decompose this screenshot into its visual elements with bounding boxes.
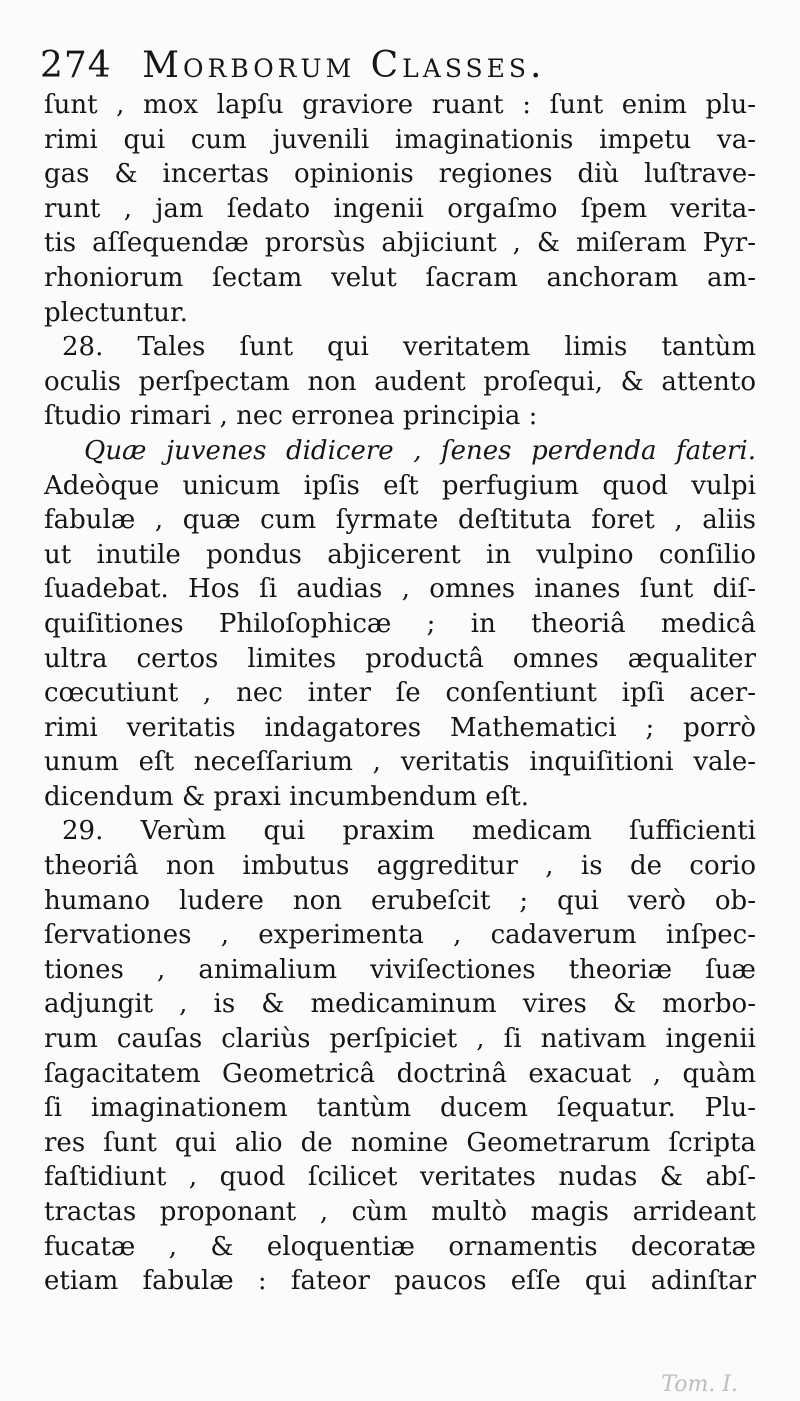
text-line: runt , jam ſedato ingenii orgaſmo ſpem verita- bbox=[44, 193, 756, 224]
text-line: tractas proponant , cùm multò magis arrideant bbox=[44, 1197, 756, 1227]
text-line: oculis perſpectam non audent proſequi, & attento bbox=[44, 366, 756, 397]
text-line: ultra certos limites productâ omnes æqualiter bbox=[44, 643, 756, 674]
paragraph-end-line: dicendum & praxi incumbendum eſt. bbox=[44, 781, 530, 812]
section-28-first-line: 28. Tales ſunt qui veritatem limis tantùm bbox=[62, 332, 756, 363]
text-line: ſuadebat. Hos ſi audias , omnes inanes ſunt diſ- bbox=[44, 574, 756, 605]
text-line: etiam fabulæ : fateor paucos eſſe qui adinſtar bbox=[44, 1266, 756, 1297]
text-line: Adeòque unicum ipſis eſt perfugium quod vulpi bbox=[44, 470, 756, 501]
italic-quotation: Quæ juvenes didicere , ſenes perdenda fateri. bbox=[84, 435, 756, 466]
text-line: fabulæ , quæ cum ſyrmate deſtituta foret , aliis bbox=[44, 505, 756, 536]
running-title: Morborum Classes. bbox=[142, 45, 546, 86]
text-line: humano ludere non erubeſcit ; qui verò ob- bbox=[44, 885, 756, 916]
text-line: ſtudio rimari , nec erronea principia : bbox=[44, 401, 538, 432]
text-line: gas & incertas opinionis regiones diù luſtrave- bbox=[44, 159, 756, 190]
text-line: ut inutile pondus abjicerent in vulpino conſilio bbox=[44, 539, 756, 570]
text-line: unum eſt neceſſarium , veritatis inquiſitioni vale- bbox=[44, 747, 756, 778]
text-line: res ſunt qui alio de nomine Geometrarum ſcripta bbox=[44, 1127, 756, 1158]
text-line: quiſitiones Philoſophicæ ; in theoriâ medicâ bbox=[44, 608, 756, 639]
body-text bbox=[44, 88, 756, 1299]
section-29-first-line: 29. Verùm qui praxim medicam ſufficienti bbox=[62, 816, 756, 847]
text-line: cœcutiunt , nec inter ſe conſentiunt ipſi acer- bbox=[44, 678, 756, 709]
paragraph-end-line: plectuntur. bbox=[44, 297, 188, 328]
page-number: 274 bbox=[40, 45, 112, 86]
signature-mark: Tom. I. bbox=[661, 1372, 738, 1397]
text-line: ſi imaginationem tantùm ducem ſequatur. Plu- bbox=[44, 1093, 756, 1124]
text-line: rum cauſas clariùs perſpiciet , ſi nativam ingenii bbox=[44, 1024, 756, 1055]
text-line: ſagacitatem Geometricâ doctrinâ exacuat , quàm bbox=[44, 1058, 756, 1089]
text-line: faſtidiunt , quod ſcilicet veritates nudas & abſ- bbox=[44, 1162, 756, 1193]
page-header bbox=[40, 40, 760, 92]
text-line: theoriâ non imbutus aggreditur , is de corio bbox=[44, 851, 756, 882]
text-line: rimi qui cum juvenili imaginationis impetu va- bbox=[44, 124, 756, 155]
text-line: tis aſſequendæ prorsùs abjiciunt , & miſeram Pyr- bbox=[44, 228, 756, 259]
text-line: rhoniorum ſectam velut ſacram anchoram am- bbox=[44, 262, 756, 293]
text-line: adjungit , is & medicaminum vires & morbo- bbox=[44, 989, 756, 1020]
text-line: rimi veritatis indagatores Mathematici ; porrò bbox=[44, 712, 756, 743]
text-line: tiones , animalium viviſectiones theoriæ ſuæ bbox=[44, 954, 756, 985]
text-line: ſervationes , experimenta , cadaverum inſpec- bbox=[44, 920, 756, 951]
text-line: ſunt , mox lapſu graviore ruant : ſunt enim plu- bbox=[44, 90, 756, 120]
text-line: fucatæ , & eloquentiæ ornamentis decoratæ bbox=[44, 1231, 756, 1262]
